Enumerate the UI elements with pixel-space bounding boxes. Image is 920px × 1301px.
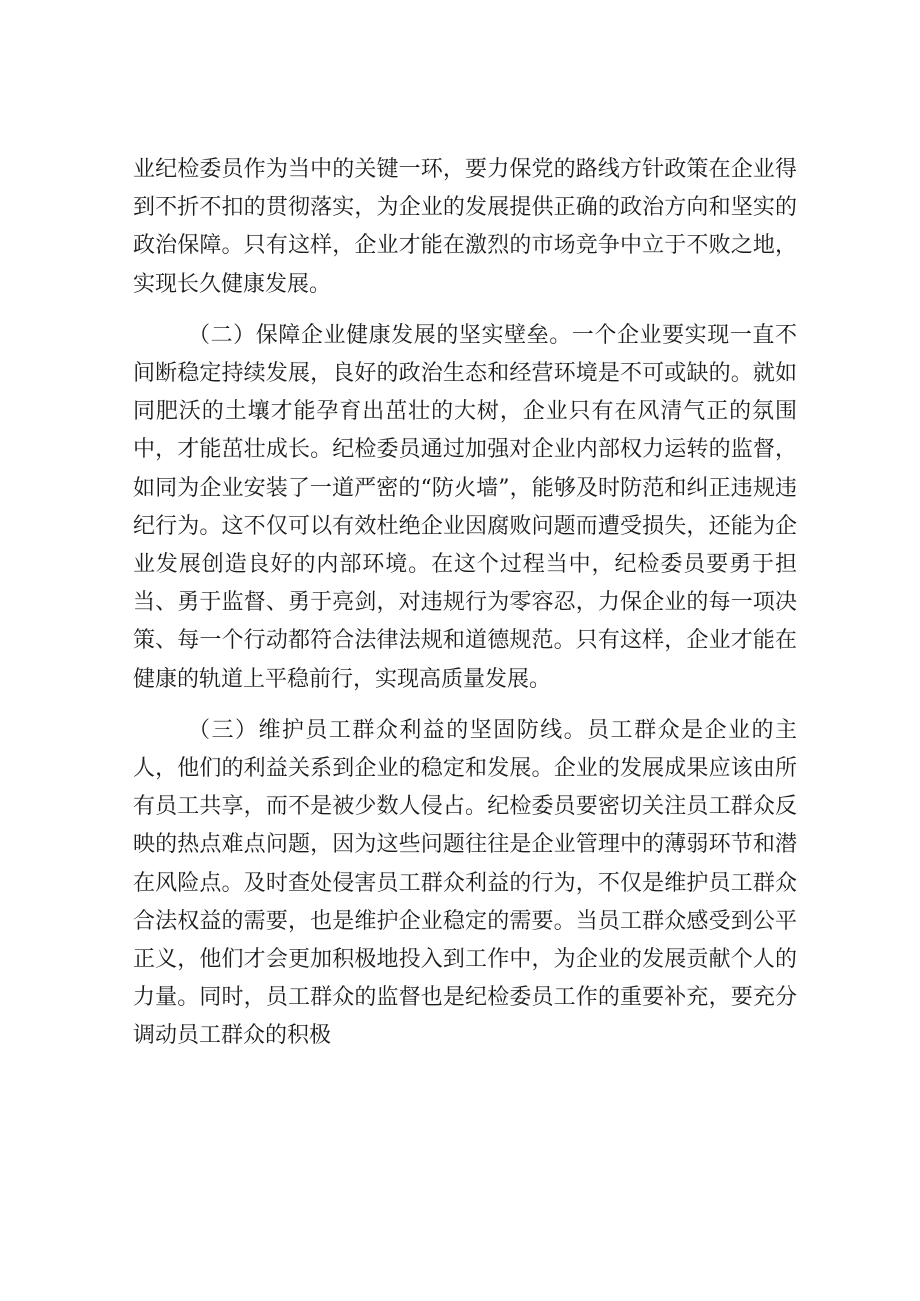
paragraph-continuation: 业纪检委员作为当中的关键一环，要力保党的路线方针政策在企业得到不折不扣的贯彻落实，为企业的发展提供正确的政治方向和坚实的政治保障。只有这样，企业才能在激烈的市场竞争中立于不败之地，实现长久健康发展。 [133, 157, 797, 297]
document-body [133, 151, 797, 1056]
paragraph-section-three: （三）维护员工群众利益的坚固防线。员工群众是企业的主人，他们的利益关系到企业的稳定和发展。企业的发展成果应该由所有员工共享，而不是被少数人侵占。纪检委员要密切关注员工群众反映的热点难点问题，因为这些问题往往是企业管理中的薄弱环节和潜在风险点。及时查处侵害员工群众利益的行为，不仅是维护员工群众合法权益的需要，也是维护企业稳定的需要。当员工群众感受到公平正义，他们才会更加积极地投入到工作中，为企业的发展贡献个人的力量。同时，员工群众的监督也是纪检委员工作的重要补充，要充分调动员工群众的积极 [133, 717, 797, 1049]
paragraph-section-two: （二）保障企业健康发展的坚实壁垒。一个企业要实现一直不间断稳定持续发展，良好的政治生态和经营环境是不可或缺的。就如同肥沃的土壤才能孕育出茁壮的大树，企业只有在风清气正的氛围中，才能茁壮成长。纪检委员通过加强对企业内部权力运转的监督，如同为企业安装了一道严密的“防火墙”，能够及时防范和纠正违规违纪行为。这不仅可以有效杜绝企业因腐败问题而遭受损失，还能为企业发展创造良好的内部环境。在这个过程当中，纪检委员要勇于担当、勇于监督、勇于亮剑，对违规行为零容忍，力保企业的每一项决策、每一个行动都符合法律法规和道德规范。只有这样，企业才能在健康的轨道上平稳前行，实现高质量发展。 [133, 322, 797, 692]
